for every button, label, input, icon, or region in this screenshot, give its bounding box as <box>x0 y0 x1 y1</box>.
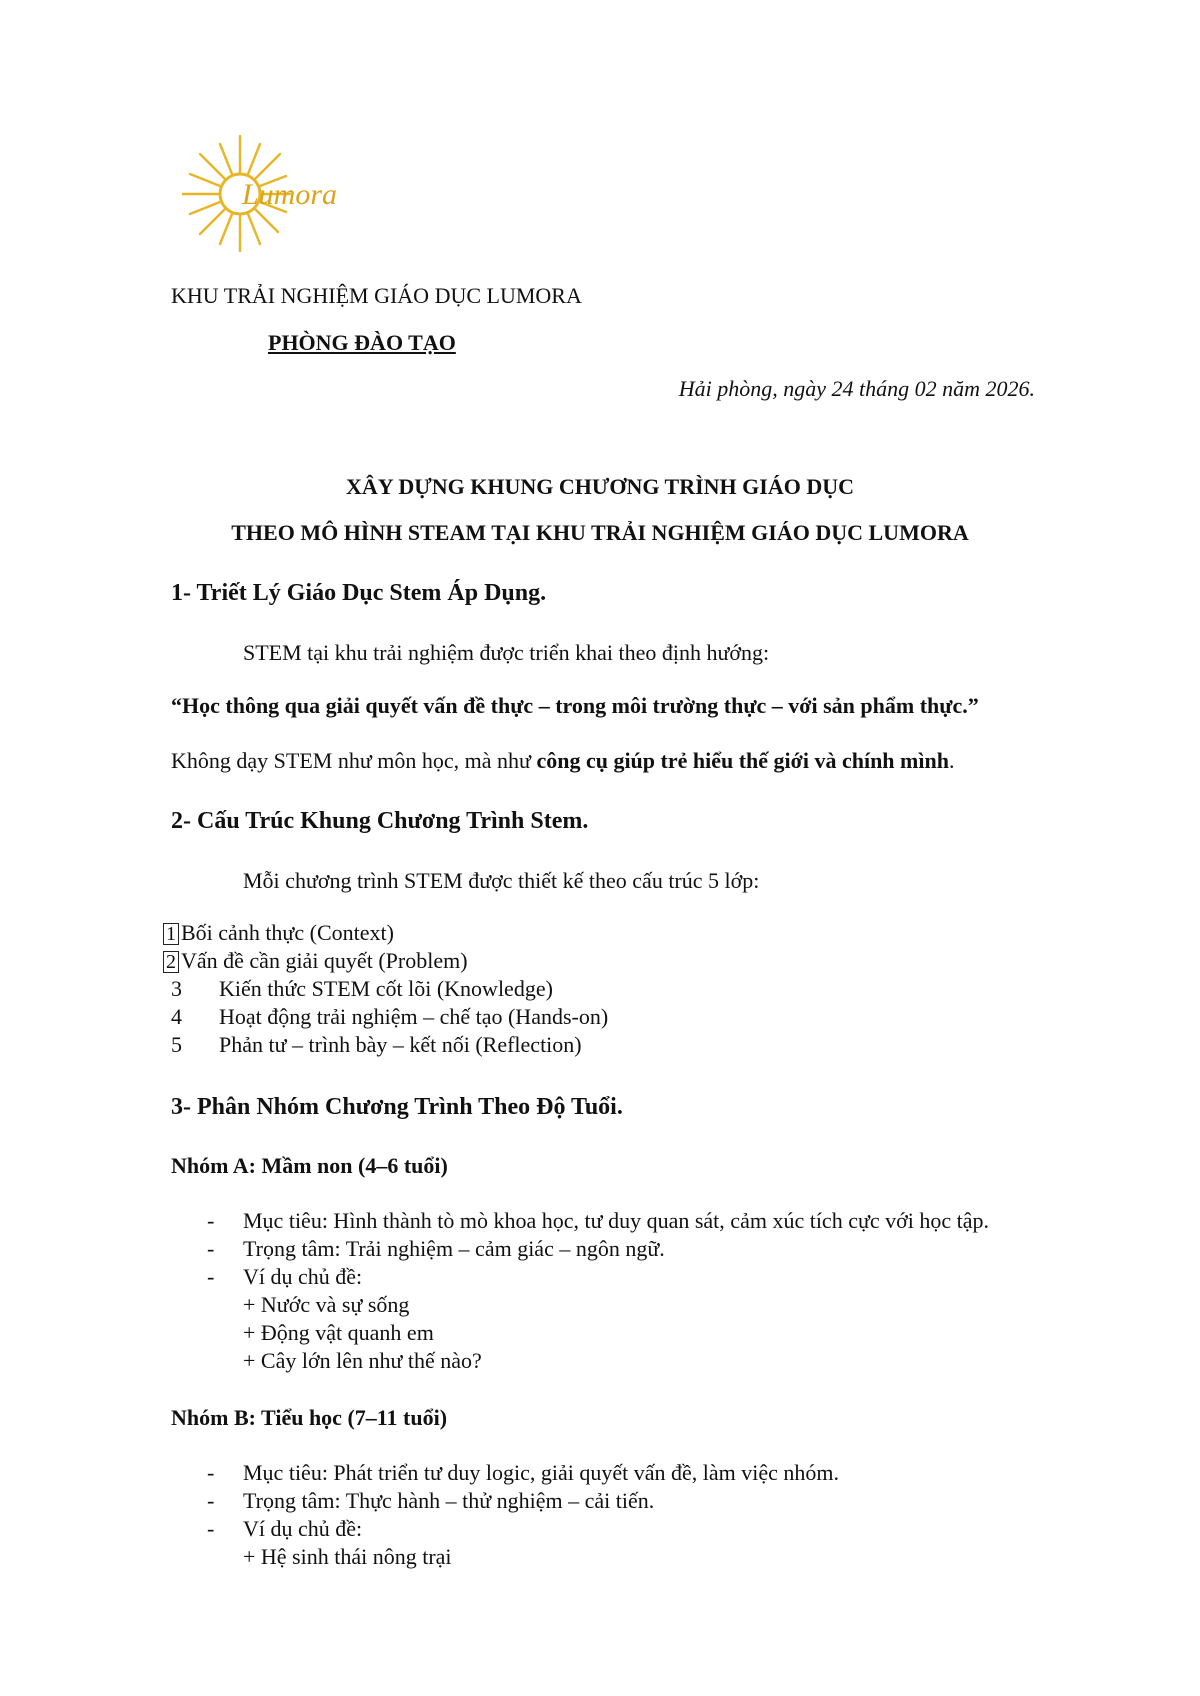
document-title-line1: XÂY DỰNG KHUNG CHƯƠNG TRÌNH GIÁO DỤC <box>345 474 855 499</box>
section3-heading: 3- Phân Nhóm Chương Trình Theo Độ Tuổi. <box>171 1094 623 1120</box>
date-line: Hải phòng, ngày 24 tháng 02 năm 2026. <box>678 376 1035 401</box>
group-a-title: Nhóm A: Mầm non (4–6 tuổi) <box>171 1153 448 1178</box>
closing-bold: công cụ giúp trẻ hiểu thế giới và chính mình <box>536 748 949 773</box>
layer-number: 3 <box>171 976 182 1001</box>
group-a-example: + Động vật quanh em <box>243 1320 434 1345</box>
layer-item-2 <box>163 948 468 974</box>
group-a-example: + Cây lớn lên như thế nào? <box>243 1348 482 1373</box>
layer-item-1 <box>163 920 394 946</box>
layer-number-box: 2 <box>163 951 179 973</box>
section1-quote: “Học thông qua giải quyết vấn đề thực – trong môi trường thực – với sản phẩm thực.” <box>171 693 979 718</box>
section1-closing <box>171 748 954 774</box>
group-b-focus: Trọng tâm: Thực hành – thử nghiệm – cải tiến. <box>243 1488 655 1513</box>
layer-number: 4 <box>171 1004 182 1029</box>
layer-item-5 <box>171 1032 582 1058</box>
bullet-dash: - <box>207 1460 215 1485</box>
group-b-example: + Hệ sinh thái nông trại <box>243 1544 452 1569</box>
organization-name: KHU TRẢI NGHIỆM GIÁO DỤC LUMORA <box>171 283 582 308</box>
group-b-goal: Mục tiêu: Phát triển tư duy logic, giải quyết vấn đề, làm việc nhóm. <box>243 1460 840 1485</box>
bullet-dash: - <box>207 1516 215 1541</box>
closing-plain: Không dạy STEM như môn học, mà như <box>171 748 537 773</box>
department-name: PHÒNG ĐÀO TẠO <box>268 330 456 355</box>
group-a-goal: Mục tiêu: Hình thành tò mò khoa học, tư duy quan sát, cảm xúc tích cực với học tập. <box>243 1208 990 1233</box>
bullet-dash: - <box>207 1236 215 1261</box>
bullet-dash: - <box>207 1488 215 1513</box>
lumora-sun-logo <box>182 132 352 252</box>
layer-item-3 <box>171 976 553 1002</box>
group-a-example: + Nước và sự sống <box>243 1292 410 1317</box>
layer-text: Phản tư – trình bày – kết nối (Reflection) <box>219 1032 582 1057</box>
closing-end: . <box>948 748 955 773</box>
layer-number: 5 <box>171 1032 182 1057</box>
bullet-dash: - <box>207 1264 215 1289</box>
group-b-title: Nhóm B: Tiểu học (7–11 tuổi) <box>171 1405 448 1430</box>
layer-item-4 <box>171 1004 608 1030</box>
section2-heading: 2- Cấu Trúc Khung Chương Trình Stem. <box>171 808 589 834</box>
layer-number-box: 1 <box>163 923 179 945</box>
group-b-examples-label: Ví dụ chủ đề: <box>243 1516 363 1541</box>
layer-text: Kiến thức STEM cốt lõi (Knowledge) <box>219 976 553 1001</box>
document-title-line2: THEO MÔ HÌNH STEAM TẠI KHU TRẢI NGHIỆM GIÁO DỤC LUMORA <box>231 520 969 545</box>
section2-intro: Mỗi chương trình STEM được thiết kế theo cấu trúc 5 lớp: <box>243 868 760 893</box>
group-a-focus: Trọng tâm: Trải nghiệm – cảm giác – ngôn ngữ. <box>243 1236 665 1261</box>
layer-text: Vấn đề cần giải quyết (Problem) <box>181 948 468 973</box>
section1-heading: 1- Triết Lý Giáo Dục Stem Áp Dụng. <box>171 580 547 606</box>
layer-text: Hoạt động trải nghiệm – chế tạo (Hands-on) <box>219 1004 609 1029</box>
section1-intro: STEM tại khu trải nghiệm được triển khai theo định hướng: <box>243 640 770 665</box>
layer-text: Bối cảnh thực (Context) <box>181 920 394 945</box>
bullet-dash: - <box>207 1208 215 1233</box>
logo-wordmark: Lumora <box>242 178 338 211</box>
group-a-examples-label: Ví dụ chủ đề: <box>243 1264 363 1289</box>
